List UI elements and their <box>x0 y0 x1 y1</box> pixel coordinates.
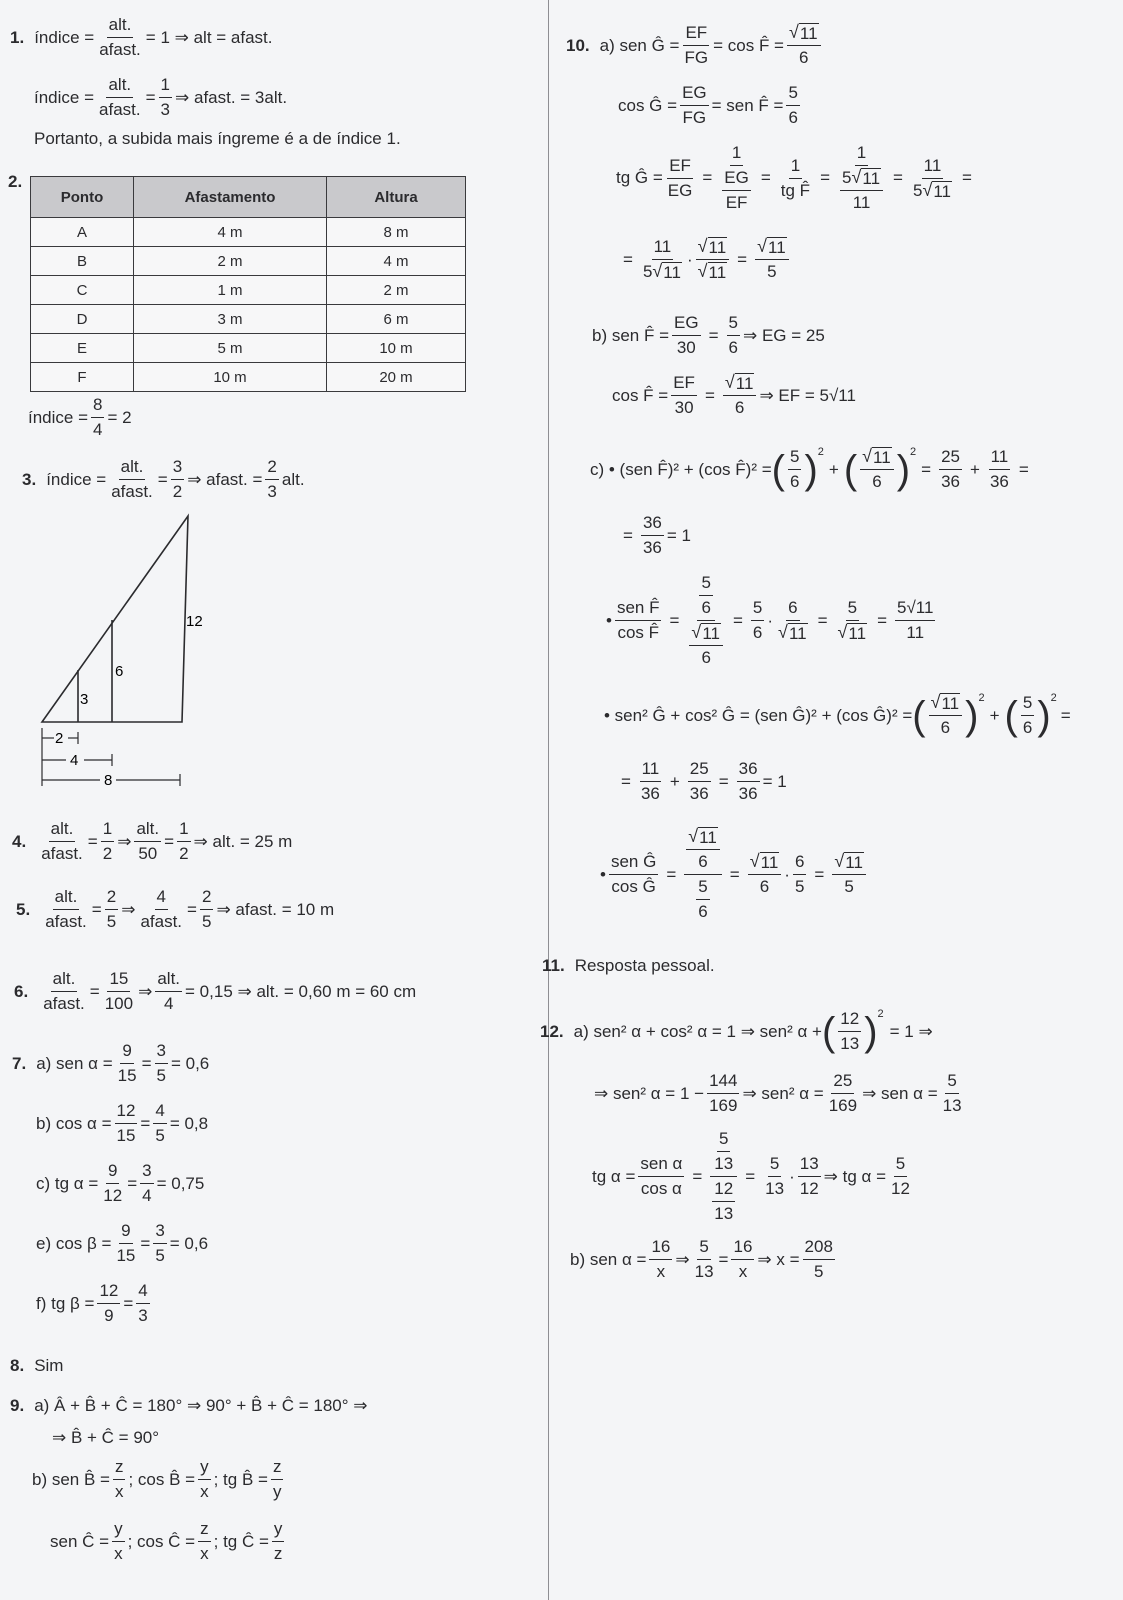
q9-number: 9. <box>10 1396 25 1415</box>
q10-a-line3: tg Ĝ = $\frac{EF}{EG}$ = 1 $\frac{EG}{EF}$ = $\frac{1}{\text{tg F̂}}$ = 1 5 √ 11 11 = 11 5 √ 11 = <box>616 143 972 213</box>
fraction: alt. afast. <box>111 457 153 502</box>
table-row: E 5 m 10 m <box>31 334 466 363</box>
q10-a-line1: 10. a) sen Ĝ = $\frac{EF}{FG}$ = cos F̂ = √ 11 6 <box>566 22 824 69</box>
q7-a: 7. a) sen α = $\frac{9}{15}$ = $\frac{3}{5}$ = 0,6 <box>12 1041 210 1086</box>
q12-a-line1: 12. a) sen² α + cos² α = 1 ⇒ sen² α + ( 12 13 ) $^2$ = 1 ⇒ <box>540 1008 933 1054</box>
q6-number: 6. <box>14 981 29 1001</box>
q10-a-line2: cos Ĝ = $\frac{EG}{FG}$ = sen F̂ = $\frac{5}{6}$ <box>618 83 798 128</box>
q12-a-line2: ⇒ sen² α = 1 − $\frac{144}{169}$ ⇒ sen² α = $\frac{25}{169}$ ⇒ sen α = $\frac{5}{13}$ <box>594 1071 962 1116</box>
q10-c-line5: = $\frac{11}{36}$ + $\frac{25}{36}$ = $\frac{36}{36}$ = 1 <box>621 759 787 804</box>
q10-c-line6: • sen Ĝ cos Ĝ = √ 11 6 $\frac{5}{6}$ = √ 11 6 · $\frac{6}{5}$ = √ 11 5 <box>600 826 869 923</box>
q10-b-line2: cos F̂ = $\frac{EF}{30}$ = √ 11 6 ⇒ EF = 5√11 <box>612 372 856 418</box>
fraction: $\frac{3}{2}$ <box>172 457 183 502</box>
fraction: alt. afast. <box>99 15 141 60</box>
q1-conclusion: Portanto, a subida mais íngreme é a de índice 1. <box>34 129 401 148</box>
fraction: alt. afast. <box>99 75 141 120</box>
q9-b: b) sen B̂ = $\frac{z}{x}$ ; cos B̂ = $\frac{y}{x}$ ; tg B̂ = $\frac{z}{y}$ <box>32 1457 282 1502</box>
fraction: $\frac{2}{3}$ <box>267 457 277 502</box>
q9-a2: ⇒ B̂ + Ĉ = 90° <box>52 1428 160 1447</box>
q10-c-line1: c) • (sen F̂)² + (cos F̂)² = ( 5 6 ) $^2$ + ( √ 11 6 ) $^2$ = $\frac{25}{36}$ + $\frac{11}{36}$ = <box>590 446 1029 492</box>
big-triangle <box>42 516 188 722</box>
q8-line: 8. Sim <box>10 1356 64 1375</box>
q7-e: e) cos β = $\frac{9}{15}$ = $\frac{3}{5}$ = 0,6 <box>36 1221 209 1266</box>
base-label-2: 2 <box>55 730 64 747</box>
q9-a1: 9. a) Â + B̂ + Ĉ = 180° ⇒ 90° + B̂ + Ĉ = 180° ⇒ <box>10 1396 368 1415</box>
base-label-4: 4 <box>70 752 79 769</box>
header-afastamento: Afastamento <box>134 177 327 218</box>
q3-line: 3. índice = alt. afast. = $\frac{3}{2}$ ⇒ afast. = $\frac{2}{3}$ alt. <box>22 456 305 503</box>
q3-number: 3. <box>22 469 37 489</box>
q7-c: c) tg α = $\frac{9}{12}$ = $\frac{3}{4}$ = 0,75 <box>36 1161 205 1206</box>
table-header-row <box>31 177 466 218</box>
q1-line1: 1. índice = alt. afast. = 1 ⇒ alt = afast. <box>10 14 273 61</box>
q7-b: b) cos α = $\frac{12}{15}$ = $\frac{4}{5}$ = 0,8 <box>36 1101 209 1146</box>
triangle-figure <box>30 510 230 800</box>
table-row: A 4 m 8 m <box>31 218 466 247</box>
q8-number: 8. <box>10 1356 25 1375</box>
label-6: 6 <box>115 663 124 680</box>
q5-line: 5. alt. afast. = $\frac{2}{5}$ ⇒ 4 afast. = $\frac{2}{5}$ ⇒ afast. = 10 m <box>16 887 335 932</box>
q5-number: 5. <box>16 899 31 919</box>
q6-line: 6. alt. afast. = $\frac{15}{100}$ ⇒ alt. 4 = 0,15 ⇒ alt. = 0,60 m = 60 cm <box>14 969 417 1014</box>
q2-number: 2. <box>8 172 23 191</box>
q9-c: sen Ĉ = $\frac{y}{x}$ ; cos Ĉ = $\frac{z}{x}$ ; tg Ĉ = $\frac{y}{z}$ <box>50 1519 283 1564</box>
column-divider <box>548 0 549 1600</box>
q12-b-line: b) sen α = $\frac{16}{x}$ ⇒ $\frac{5}{13}$ = $\frac{16}{x}$ ⇒ x = $\frac{208}{5}$ <box>570 1237 833 1282</box>
q7-number: 7. <box>12 1053 27 1073</box>
base-label-8: 8 <box>104 772 113 789</box>
fraction: $\frac{1}{3}$ <box>160 75 171 120</box>
q1-line2: índice = alt. afast. = $\frac{1}{3}$ ⇒ afast. = 3alt. <box>34 74 287 121</box>
q11-line: 11. Resposta pessoal. <box>542 956 715 975</box>
table-row: D 3 m 6 m <box>31 305 466 334</box>
q1-number: 1. <box>10 27 25 47</box>
table-row: B 2 m 4 m <box>31 247 466 276</box>
q12-number: 12. <box>540 1021 564 1041</box>
header-ponto: Ponto <box>31 177 134 218</box>
table-row: C 1 m 2 m <box>31 276 466 305</box>
q12-a-line3: tg α = sen α cos α = $\frac{\frac{5}{13}}{\frac{12}{13}}$ = $\frac{5}{13}$ · 13 12 ⇒ tg α = $\frac{5}{12}$ <box>592 1129 910 1224</box>
q2-index: índice = $\frac{8}{4}$ = 2 <box>28 394 132 441</box>
q10-a-line4: = 11 5 √ 11 · √ 11 √ 11 = √ 11 5 <box>618 236 792 283</box>
table-row: F 10 m 20 m <box>31 363 466 392</box>
label-3: 3 <box>80 691 89 708</box>
q4-number: 4. <box>12 831 27 851</box>
fraction: $\frac{8}{4}$ <box>93 395 103 440</box>
q7-f: f) tg β = $\frac{12}{9}$ = $\frac{4}{3}$ <box>36 1281 148 1326</box>
q10-b-line1: b) sen F̂ = $\frac{EG}{30}$ = $\frac{5}{6}$ ⇒ EG = 25 <box>592 313 825 358</box>
q10-c-line3: • sen F̂ cos F̂ = $\frac{5}{6}$ √ 11 6 = $\frac{5}{6}$ · 6 √ 11 = 5 √ 11 = $\frac{5√11}{11}$ <box>606 573 934 668</box>
q10-c-line4: • sen² Ĝ + cos² Ĝ = (sen Ĝ)² + (cos Ĝ)² = ( √ 11 6 ) $^2$ + ( 5 6 ) $^2$ = <box>604 692 1071 738</box>
q4-line: 4. alt. afast. = $\frac{1}{2}$ ⇒ alt. 50 = $\frac{1}{2}$ ⇒ alt. = 25 m <box>12 819 293 864</box>
points-table <box>30 176 466 392</box>
q11-number: 11. <box>542 956 565 975</box>
q10-c-line2: = $\frac{36}{36}$ = 1 <box>623 513 691 558</box>
q10-number: 10. <box>566 35 590 55</box>
header-altura: Altura <box>327 177 466 218</box>
label-12: 12 <box>186 613 203 630</box>
